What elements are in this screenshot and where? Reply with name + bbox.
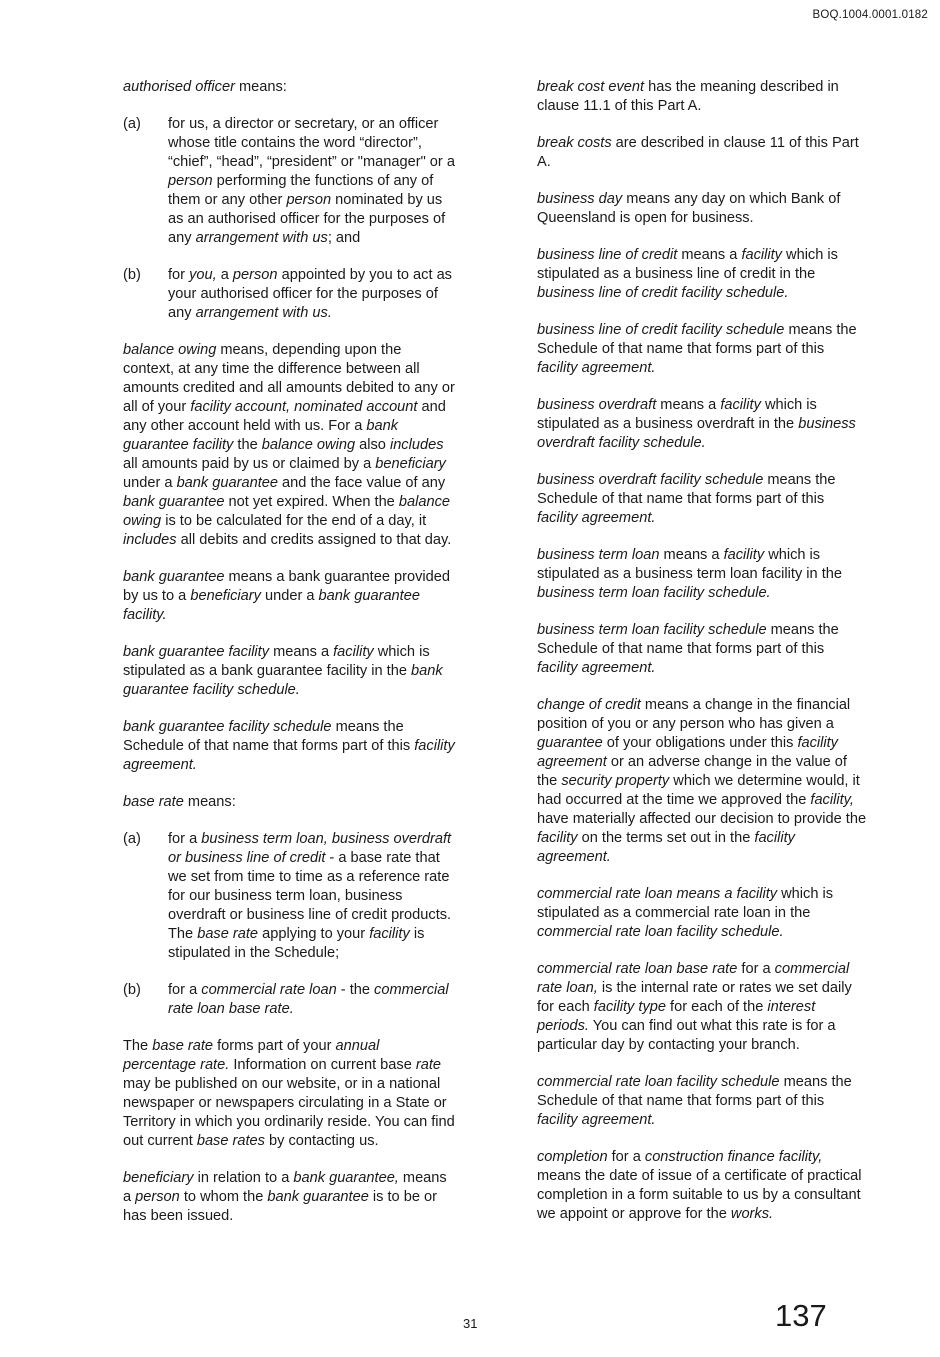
defined-term: facility: [369, 926, 410, 942]
text-run: appointed by you to act as your authorised officer for the purposes of any: [168, 267, 452, 321]
defined-term: person: [232, 267, 278, 283]
defined-term: business line of credit: [537, 247, 678, 263]
definition-paragraph: [123, 1037, 455, 1151]
defined-term: business line of credit facility schedule.: [537, 285, 789, 301]
text-run: nominated by us as an authorised officer for the purposes of any: [168, 192, 446, 246]
defined-term: completion: [537, 1149, 608, 1165]
defined-term: facility: [333, 644, 374, 660]
definition-paragraph: [537, 321, 867, 378]
text-run: for a: [607, 1149, 645, 1165]
defined-term: business term loan: [537, 547, 660, 563]
defined-term: rate: [415, 1057, 442, 1073]
text-run: ; and: [327, 230, 361, 246]
definition-paragraph: [537, 134, 867, 172]
text-run: means the Schedule of that name that forms part of this: [123, 719, 415, 754]
defined-term: business term loan facility schedule.: [537, 585, 771, 601]
defined-term: beneficiary: [123, 1170, 194, 1186]
definition-list-item: [123, 115, 455, 248]
defined-term: facility agreement.: [123, 738, 455, 773]
definition-paragraph: [123, 1169, 455, 1226]
defined-term: facility: [537, 830, 578, 846]
defined-term: base rates: [196, 1133, 265, 1149]
defined-term: balance owing: [123, 342, 217, 358]
defined-term: business term loan, business overdraft or business line of credit: [168, 831, 452, 866]
list-item-label: (b): [123, 267, 141, 283]
text-run: means a: [659, 547, 724, 563]
text-run: for a: [168, 982, 202, 998]
defined-term: person: [286, 192, 332, 208]
defined-term: commercial rate loan,: [537, 961, 850, 996]
definition-paragraph: [537, 621, 867, 678]
defined-term: balance owing: [261, 437, 356, 453]
text-run: means the Schedule of that name that forms part of this: [537, 622, 839, 657]
text-run: means, depending upon the context, at any time the difference between all amounts credited and all amounts debited to any or all of your: [123, 342, 455, 415]
definition-paragraph: [537, 696, 867, 867]
definition-paragraph: [537, 546, 867, 603]
list-item-label: (a): [123, 831, 141, 847]
definition-list-item: [123, 266, 455, 323]
defined-term: business line of credit facility schedule: [537, 322, 785, 338]
text-run: of your obligations under this: [602, 735, 798, 751]
defined-term: beneficiary: [375, 456, 446, 472]
text-run: forms part of your: [213, 1038, 336, 1054]
list-item-text: [168, 830, 455, 963]
definition-paragraph: [123, 793, 455, 812]
defined-term: commercial rate loan base rate: [537, 961, 738, 977]
defined-term: balance owing: [123, 494, 450, 529]
list-item-text: [168, 266, 455, 323]
defined-term: arrangement with us: [195, 230, 328, 246]
list-item-label: (a): [123, 116, 141, 132]
defined-term: includes: [389, 437, 444, 453]
text-run: which is stipulated as a business term loan facility in the: [537, 547, 843, 582]
defined-term: works.: [730, 1206, 774, 1222]
text-run: You can find out what this rate is for a particular day by contacting your branch.: [537, 1018, 836, 1053]
text-run: by contacting us.: [264, 1133, 379, 1149]
defined-term: bank guarantee,: [293, 1170, 399, 1186]
defined-term: facility agreement.: [537, 830, 795, 865]
definition-paragraph: [537, 246, 867, 303]
defined-term: bank guarantee facility.: [123, 588, 420, 623]
list-item-text: [168, 115, 455, 248]
text-run: has the meaning described in clause 11.1 of this Part A.: [537, 79, 839, 114]
definition-paragraph: [123, 718, 455, 775]
definition-paragraph: [123, 78, 455, 97]
defined-term: arrangement with us.: [195, 305, 332, 321]
text-run: means the Schedule of that name that forms part of this: [537, 322, 857, 357]
text-run: the: [233, 437, 262, 453]
defined-term: bank guarantee facility: [123, 418, 399, 453]
defined-term: base rate: [152, 1038, 214, 1054]
defined-term: bank guarantee facility: [123, 644, 270, 660]
text-run: means the date of issue of a certificate of practical completion in a form suitable to us by a consultant we appoint or approve for the: [537, 1168, 862, 1222]
text-run: and the face value of any: [278, 475, 446, 491]
text-run: means a change in the financial position of you or any person who has given a: [537, 697, 851, 732]
text-run: means:: [234, 79, 287, 95]
definition-paragraph: [537, 78, 867, 116]
defined-term: commercial rate loan: [201, 982, 337, 998]
text-run: which is stipulated as a commercial rate loan in the: [537, 886, 834, 921]
defined-term: includes: [123, 532, 177, 548]
document-reference: BOQ.1004.0001.0182: [812, 9, 928, 21]
defined-term: facility agreement.: [537, 360, 656, 376]
defined-term: facility agreement: [537, 735, 838, 770]
text-run: which is stipulated as a business overdraft in the: [537, 397, 817, 432]
defined-term: authorised officer: [123, 79, 235, 95]
defined-term: bank guarantee: [123, 494, 225, 510]
text-run: means a: [123, 1170, 447, 1205]
definition-list-item: [123, 981, 455, 1019]
defined-term: base rate: [123, 794, 184, 810]
definition-paragraph: [537, 471, 867, 528]
text-run: which is stipulated as a bank guarantee facility in the: [123, 644, 430, 679]
defined-term: security property: [561, 773, 670, 789]
text-run: for each of the: [665, 999, 768, 1015]
definition-paragraph: [537, 1073, 867, 1130]
defined-term: facility agreement.: [537, 660, 656, 676]
list-item-label: (b): [123, 982, 141, 998]
defined-term: facility type: [593, 999, 666, 1015]
defined-term: bank guarantee facility schedule.: [123, 663, 443, 698]
defined-term: interest periods.: [537, 999, 816, 1034]
definition-paragraph: [123, 341, 455, 550]
text-run: applying to your: [258, 926, 370, 942]
defined-term: business overdraft facility schedule: [537, 472, 764, 488]
text-run: may be published on our website, or in a national newspaper or newspapers circulating in a State or Territory in which you ordinarily reside. You can find out current: [123, 1076, 455, 1149]
text-run: under a: [260, 588, 319, 604]
text-run: means the Schedule of that name that forms part of this: [537, 1074, 852, 1109]
text-run: for a: [168, 831, 202, 847]
text-run: or an adverse change in the value of the: [537, 754, 847, 789]
defined-term: commercial rate loan facility schedule.: [537, 924, 784, 940]
defined-term: facility: [720, 397, 761, 413]
definition-paragraph: [537, 885, 867, 942]
defined-term: commercial rate loan base rate.: [168, 982, 449, 1017]
text-run: is to be or has been issued.: [123, 1189, 437, 1224]
defined-term: construction finance facility,: [644, 1149, 823, 1165]
text-run: The: [123, 1038, 153, 1054]
defined-term: you,: [189, 267, 217, 283]
text-run: means the Schedule of that name that forms part of this: [537, 472, 836, 507]
text-run: on the terms set out in the: [577, 830, 755, 846]
definition-paragraph: [537, 396, 867, 453]
text-run: all debits and credits assigned to that day.: [176, 532, 452, 548]
text-run: and any other account held with us. For a: [123, 399, 446, 434]
defined-term: facility: [723, 547, 765, 563]
defined-term: commercial rate loan means a facility: [537, 886, 778, 902]
defined-term: bank guarantee facility schedule: [123, 719, 332, 735]
text-run: for: [168, 267, 190, 283]
text-run: means any day on which Bank of Queensland is open for business.: [537, 191, 841, 226]
defined-term: break costs: [537, 135, 612, 151]
text-run: under a: [123, 475, 177, 491]
defined-term: business overdraft: [537, 397, 657, 413]
text-run: means a: [269, 644, 334, 660]
text-run: is the internal rate or rates we set daily for each: [537, 980, 852, 1015]
text-run: - the: [336, 982, 375, 998]
text-run: also: [355, 437, 390, 453]
text-run: for us, a director or secretary, or an officer whose title contains the word “director”, “chief”, “head”, “president” or "manager" or a: [168, 116, 455, 170]
text-run: means a bank guarantee provided by us to a: [123, 569, 450, 604]
text-run: performing the functions of any of them or any other: [168, 173, 434, 208]
text-run: to whom the: [179, 1189, 268, 1205]
defined-term: person: [168, 173, 213, 189]
page-number: 31: [463, 1316, 478, 1331]
defined-term: beneficiary: [190, 588, 261, 604]
definition-paragraph: [537, 960, 867, 1055]
text-run: are described in clause 11 of this Part A.: [537, 135, 859, 170]
defined-term: facility agreement.: [537, 510, 656, 526]
defined-term: business term loan facility schedule: [537, 622, 767, 638]
text-run: means:: [183, 794, 236, 810]
text-run: which is stipulated as a business line of credit in the: [537, 247, 838, 282]
defined-term: business overdraft facility schedule.: [537, 416, 856, 451]
right-column: [537, 78, 867, 1242]
defined-term: facility account, nominated account: [190, 399, 418, 415]
document-number: 137: [775, 1298, 827, 1333]
defined-term: bank guarantee: [267, 1189, 369, 1205]
definition-paragraph: [537, 1148, 867, 1224]
text-run: not yet expired. When the: [224, 494, 399, 510]
defined-term: break cost event: [537, 79, 645, 95]
definition-paragraph: [123, 643, 455, 700]
text-run: in relation to a: [193, 1170, 294, 1186]
text-run: for a: [737, 961, 775, 977]
text-run: Information on current base: [229, 1057, 416, 1073]
definition-paragraph: [123, 568, 455, 625]
text-run: is stipulated in the Schedule;: [168, 926, 425, 961]
defined-term: bank guarantee: [123, 569, 225, 585]
text-run: means a: [656, 397, 721, 413]
text-run: have materially affected our decision to provide the: [537, 811, 867, 827]
defined-term: bank guarantee: [176, 475, 278, 491]
text-run: which we determine would, it had occurred at the time we approved the: [537, 773, 860, 808]
defined-term: guarantee: [537, 735, 603, 751]
defined-term: base rate: [197, 926, 259, 942]
defined-term: person: [135, 1189, 180, 1205]
left-column: [123, 78, 455, 1244]
list-item-text: [168, 981, 455, 1019]
text-run: all amounts paid by us or claimed by a: [123, 456, 376, 472]
defined-term: facility agreement.: [537, 1112, 656, 1128]
defined-term: commercial rate loan facility schedule: [537, 1074, 780, 1090]
text-run: a: [216, 267, 233, 283]
text-run: means a: [677, 247, 742, 263]
definition-paragraph: [537, 190, 867, 228]
defined-term: business day: [537, 191, 623, 207]
text-run: is to be calculated for the end of a day, it: [161, 513, 427, 529]
defined-term: facility: [741, 247, 782, 263]
definition-list-item: [123, 830, 455, 963]
defined-term: facility,: [810, 792, 854, 808]
defined-term: annual percentage rate.: [123, 1038, 380, 1073]
defined-term: change of credit: [537, 697, 641, 713]
text-run: - a base rate that we set from time to time as a reference rate for our business term loan, business overdraft or business line of credit products. The: [168, 850, 452, 942]
